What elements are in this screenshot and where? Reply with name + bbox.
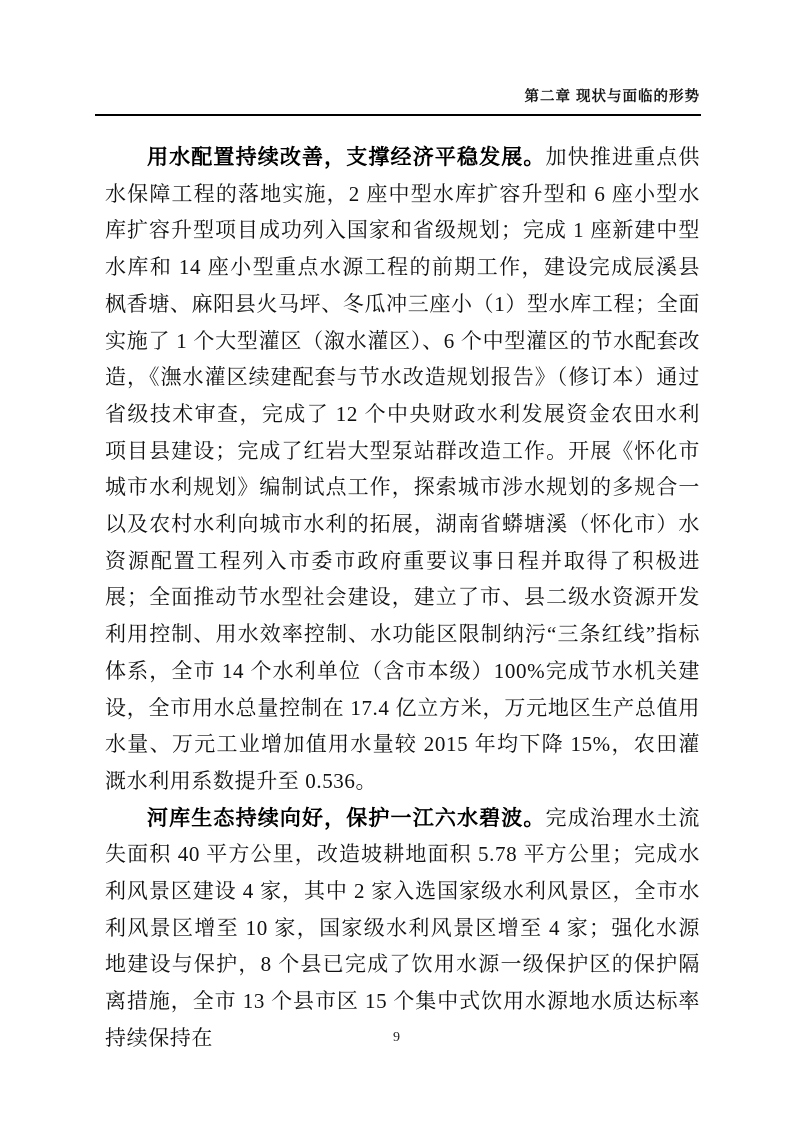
running-header — [105, 85, 700, 106]
paragraph-body: 加快推进重点供水保障工程的落地实施，2 座中型水库扩容升型和 6 座小型水库扩容升型项目成功列入国家和省级规划；完成 1 座新建中型水库和 14 座小型重点水源工程的前期工作，建设完成辰溪县枫香塘、麻阳县火马坪、冬瓜冲三座小（1）型水库工程；全面实施了 1 个大型灌区（溆水灌区）、6 个中型灌区的节水配套改造，《潕水灌区续建配套与节水改造规划报告》（修订本）通过省级技术审查，完成了 12 个中央财政水利发展资金农田水利项目县建设；完成了红岩大型泵站群改造工作。开展《怀化市城市水利规划》编制试点工作，探索城市涉水规划的多规合一以及农村水利向城市水利的拓展，湖南省蟒塘溪（怀化市）水资源配置工程列入市委市政府重要议事日程并取得了积极进展；全面推动节水型社会建设，建立了市、县二级水资源开发利用控制、用水效率控制、水功能区限制纳污“三条红线”指标体系，全市 14 个水利单位（含市本级）100%完成节水机关建设，全市用水总量控制在 17.4 亿立方米，万元地区生产总值用水量、万元工业增加值用水量较 2015 年均下降 15%，农田灌溉水利用系数提升至 0.536。 — [105, 145, 700, 793]
paragraph-lead: 用水配置持续改善，支撑经济平稳发展。 — [147, 145, 546, 169]
page-footer — [0, 1030, 793, 1046]
chapter-heading: 第二章 现状与面临的形势 — [524, 89, 700, 105]
page-content — [105, 139, 700, 1057]
paragraph-water-allocation — [105, 139, 700, 800]
page-number: 9 — [393, 1030, 400, 1045]
paragraph-river-ecology — [105, 800, 700, 1057]
paragraph-lead: 河库生态持续向好，保护一江六水碧波。 — [147, 805, 546, 830]
paragraph-body: 完成治理水土流失面积 40 平方公里，改造坡耕地面积 5.78 平方公里；完成水利风景区建设 4 家，其中 2 家入选国家级水利风景区，全市水利风景区增至 10 家，国家级水利风景区增至 4 家；强化水源地建设与保护，8 个县已完成了饮用水源一级保护区的保护隔离措施，全市 13 个县市区 15 个集中式饮用水源地水质达标率持续保持在 — [105, 805, 700, 1050]
header-rule — [95, 114, 701, 116]
